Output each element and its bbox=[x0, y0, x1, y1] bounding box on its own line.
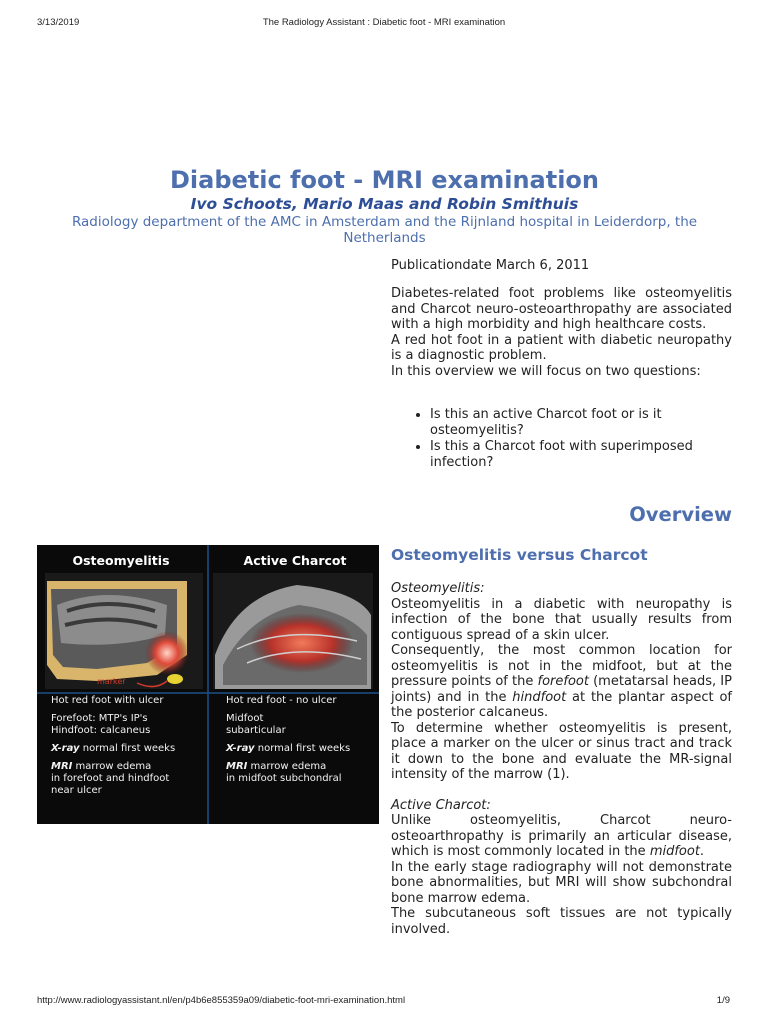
print-title: The Radiology Assistant : Diabetic foot - MRI examination bbox=[262, 17, 506, 28]
charcot-label: Active Charcot: bbox=[391, 797, 491, 813]
subsection-heading: Osteomyelitis versus Charcot bbox=[391, 546, 648, 564]
caption-line: Midfoot bbox=[226, 713, 264, 724]
page-title: Diabetic foot - MRI examination bbox=[169, 166, 600, 194]
paragraph: In the early stage radiography will not demonstrate bone abnormalities, but MRI will show subchondral bone marrow edema. bbox=[391, 859, 732, 906]
xray-text: normal first weeks bbox=[254, 743, 351, 754]
figure-title-osteomyelitis: Osteomyelitis bbox=[72, 553, 170, 568]
caption-line: Hindfoot: calcaneus bbox=[51, 725, 151, 736]
text-emphasis: midfoot bbox=[649, 844, 700, 859]
caption-line bbox=[51, 761, 209, 773]
intro-paragraph: In this overview we will focus on two questions: bbox=[391, 363, 701, 379]
article-header bbox=[36, 165, 733, 246]
intro-text bbox=[391, 286, 732, 379]
osteomyelitis-label: Osteomyelitis: bbox=[391, 581, 485, 596]
xray-label: X-ray bbox=[51, 743, 80, 754]
paragraph bbox=[391, 643, 732, 721]
mri-text: marrow edema bbox=[247, 761, 327, 772]
paragraph: To determine whether osteomyelitis is present, place a marker on the ulcer or sinus tract and track it down to the bone and evaluate the MR-signal intensity of the marrow (1). bbox=[391, 720, 732, 782]
section-body bbox=[391, 581, 732, 937]
mri-label: MRI bbox=[226, 761, 248, 772]
xray-label: X-ray bbox=[226, 743, 255, 754]
list-item: • Is this an active Charcot foot or is it osteomyelitis? bbox=[430, 407, 732, 438]
text: . bbox=[699, 844, 705, 859]
publication-date: Publicationdate March 6, 2011 bbox=[391, 258, 590, 273]
figure-caption-charcot bbox=[226, 695, 384, 785]
text-emphasis: forefoot bbox=[537, 674, 589, 689]
comparison-figure bbox=[37, 545, 379, 824]
caption-line: Hot red foot with ulcer bbox=[51, 695, 164, 706]
intro-paragraph: A red hot foot in a patient with diabetic neuropathy is a diagnostic problem. bbox=[391, 332, 732, 363]
question-list bbox=[391, 407, 732, 471]
paragraph bbox=[391, 813, 732, 860]
section-heading-overview: Overview bbox=[629, 503, 732, 526]
paragraph: Osteomyelitis in a diabetic with neuropathy is infection of the bone that usually results from contiguous spread of a skin ulcer. bbox=[391, 596, 732, 643]
text: at the plantar aspect of the posterior calcaneus. bbox=[391, 689, 732, 720]
figure-title-charcot: Active Charcot bbox=[243, 553, 347, 568]
affiliation: Radiology department of the AMC in Amsterdam and the Rijnland hospital in Leiderdorp, the Netherlands bbox=[71, 214, 698, 246]
text-emphasis: hindfoot bbox=[512, 689, 567, 705]
print-date: 3/13/2019 bbox=[37, 17, 80, 28]
xray-text: normal first weeks bbox=[79, 743, 176, 754]
caption-line: Forefoot: MTP's IP's bbox=[51, 713, 148, 724]
caption-line: Hot red foot - no ulcer bbox=[226, 695, 337, 706]
list-item: • Is this a Charcot foot with superimposed infection? bbox=[430, 439, 732, 470]
caption-line bbox=[226, 761, 384, 773]
print-url: http://www.radiologyassistant.nl/en/p4b6e855359a09/diabetic-foot-mri-examination.html bbox=[37, 995, 406, 1006]
text: Consequently, the most common location for osteomyelitis is not in the midfoot, but at the pressure points of the bbox=[391, 643, 732, 689]
authors: Ivo Schoots, Mario Maas and Robin Smithuis bbox=[190, 195, 579, 213]
figure-caption-osteomyelitis bbox=[51, 695, 209, 797]
caption-line: subarticular bbox=[226, 725, 286, 736]
marker-label: marker bbox=[97, 677, 126, 686]
mri-text: marrow edema bbox=[72, 761, 152, 772]
caption-line bbox=[226, 743, 384, 755]
caption-line: near ulcer bbox=[51, 785, 102, 796]
caption-line bbox=[51, 743, 209, 755]
text: Unlike osteomyelitis, Charcot neuro-osteoarthropathy is primarily an articular disease, which is most commonly located in the bbox=[391, 813, 732, 859]
intro-paragraph: Diabetes-related foot problems like osteomyelitis and Charcot neuro-osteoarthropathy are associated with a high morbidity and high healthcare costs. bbox=[391, 286, 732, 332]
caption-line: in forefoot and hindfoot bbox=[51, 773, 170, 784]
mri-label: MRI bbox=[51, 761, 73, 772]
paragraph: The subcutaneous soft tissues are not typically involved. bbox=[391, 906, 732, 937]
caption-line: in midfoot subchondral bbox=[226, 773, 342, 784]
page-number: 1/9 bbox=[716, 995, 730, 1006]
text: (metatarsal heads, IP joints) and in the bbox=[391, 674, 732, 705]
